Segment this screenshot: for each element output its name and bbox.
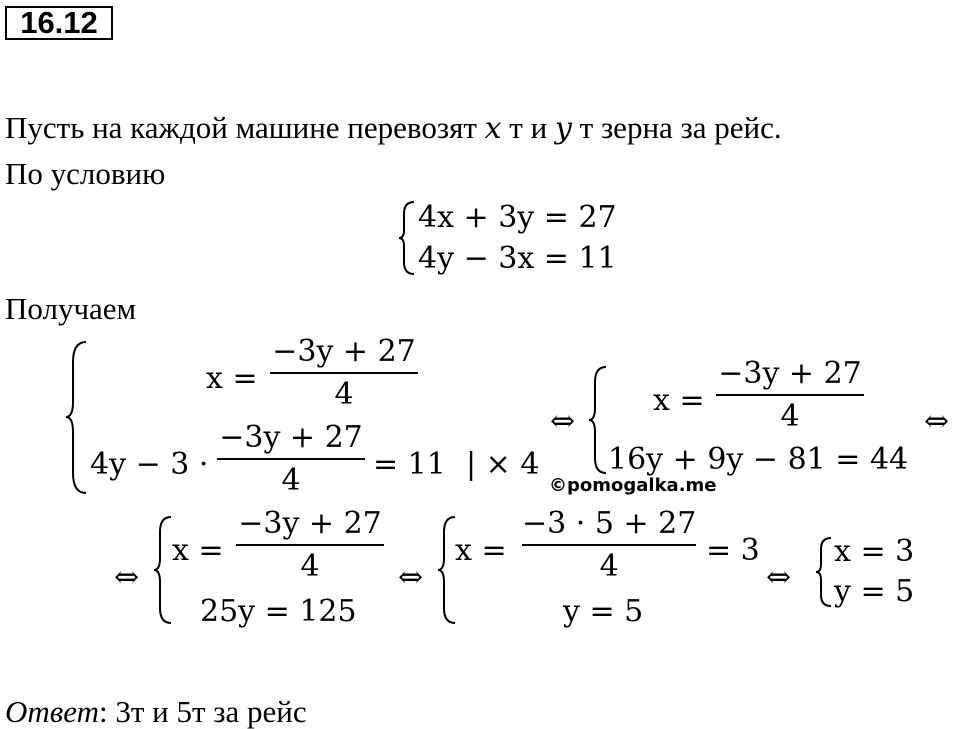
intro-text-1: Пусть на каждой машине перевозят (5, 110, 485, 145)
intro-text-2: т и (501, 110, 555, 145)
fraction-bar (716, 394, 864, 396)
watermark: ©pomogalka.me (549, 475, 717, 496)
system5-eq1-denominator: 4 (599, 549, 619, 584)
system5-eq1-fraction (522, 506, 697, 584)
system2-eq1-numerator: −3y + 27 (272, 334, 416, 369)
system5-eq1-lhs: x = (455, 533, 507, 568)
intro-line (5, 112, 782, 144)
system3-eq1-denominator: 4 (780, 399, 800, 434)
system2-eq1-fraction (270, 334, 418, 412)
equiv-symbol-1: ⇔ (550, 404, 576, 439)
answer-text: : 3т и 5т за рейс (98, 694, 307, 729)
condition-label: По условию (5, 156, 166, 191)
fraction-bar (217, 458, 365, 460)
system4-eq1-numerator: −3y + 27 (238, 506, 382, 541)
system3-eq1-numerator: −3y + 27 (718, 356, 862, 391)
system5-eq1-rhs: = 3 (706, 533, 760, 568)
system2-eq1-lhs: x = (206, 361, 258, 396)
system2-brace (64, 340, 88, 495)
system1-eq1: 4x + 3y = 27 (418, 200, 617, 235)
answer-line (5, 696, 307, 727)
system2-eq2-numerator: −3y + 27 (219, 420, 363, 455)
system2-eq1-denominator: 4 (334, 377, 354, 412)
system6-eq1: x = 3 (834, 534, 915, 569)
system5-brace (437, 515, 457, 625)
system1-eq2: 4y − 3x = 11 (418, 241, 617, 276)
equiv-symbol-2: ⇔ (924, 404, 950, 439)
system4-eq1-denominator: 4 (300, 549, 320, 584)
system4-eq1-lhs: x = (172, 533, 224, 568)
system3-eq1-fraction (716, 356, 864, 434)
system4-eq1-fraction (236, 506, 384, 584)
system5-eq2: y = 5 (563, 594, 644, 629)
system6-eq2: y = 5 (834, 574, 915, 609)
equiv-symbol-4: ⇔ (398, 560, 424, 595)
obtain-label: Получаем (5, 291, 137, 326)
system2-eq2-note: | × 4 (466, 447, 540, 482)
fraction-bar (270, 372, 418, 374)
system4-brace (153, 515, 173, 625)
system3-eq2: 16y + 9y − 81 = 44 (608, 442, 909, 477)
intro-var-x: x (484, 111, 502, 146)
system5-eq1-numerator: −3 · 5 + 27 (522, 506, 697, 541)
intro-text-3: т зерна за рейс. (571, 110, 782, 145)
system2-eq2-denominator: 4 (281, 463, 301, 498)
system1-brace (398, 200, 416, 276)
fraction-bar (236, 544, 384, 546)
answer-label: Ответ (5, 694, 99, 729)
fraction-bar (522, 544, 696, 546)
system4-eq2: 25y = 125 (200, 594, 357, 629)
intro-var-y: y (554, 111, 572, 146)
system2-eq2-fraction (217, 420, 365, 498)
system6-brace (815, 536, 833, 608)
system3-eq1-lhs: x = (653, 383, 705, 418)
system3-brace (588, 365, 608, 475)
system2-eq2-lhs: 4y − 3 · (90, 447, 209, 482)
problem-number: 16.12 (5, 6, 113, 40)
system2-eq2-rhs: = 11 (373, 447, 446, 482)
equiv-symbol-5: ⇔ (766, 560, 792, 595)
equiv-symbol-3: ⇔ (114, 560, 140, 595)
